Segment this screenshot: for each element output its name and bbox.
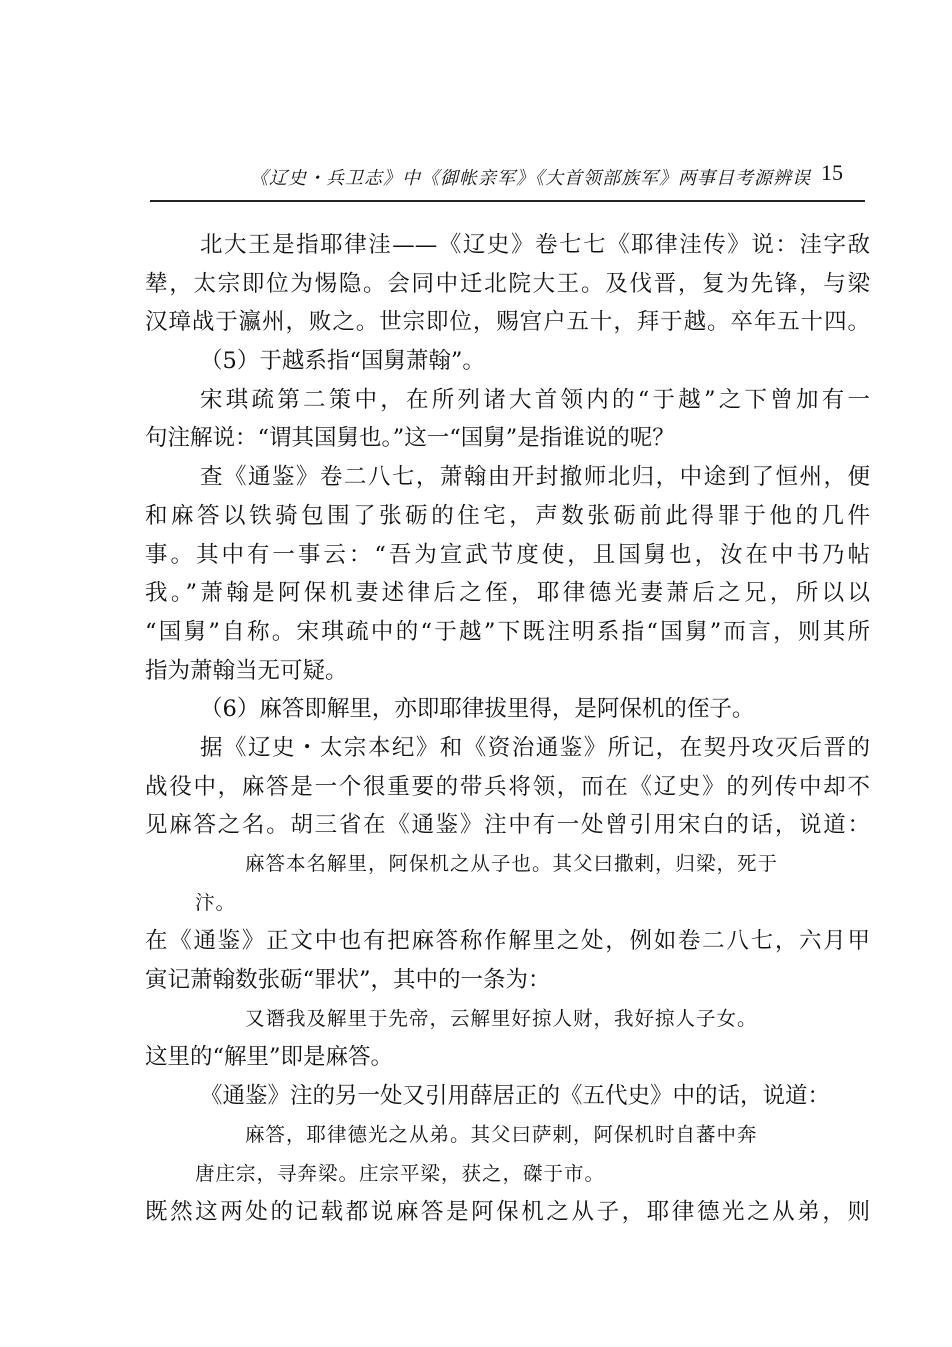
text-line: 查《通鉴》卷二八七，萧翰由开封撤师北归，中途到了恒州，便 bbox=[200, 464, 870, 491]
text-line: 据《辽史・太宗本纪》和《资治通鉴》所记，在契丹攻灭后晋的 bbox=[200, 734, 870, 761]
quote-line: 又谮我及解里于先帝，云解里好掠人财，我好掠人子女。 bbox=[245, 1006, 758, 1030]
running-title: 《辽史・兵卫志》中《御帐亲军》《大首领部族军》两事目考源辨误 bbox=[250, 168, 811, 189]
text-line: 汉璋战于瀛州，败之。世宗即位，赐宫户五十，拜于越。卒年五十四。 bbox=[145, 309, 870, 336]
body-text bbox=[145, 226, 870, 1232]
text-line: （5）于越系指“国舅萧翰”。 bbox=[200, 348, 485, 375]
quote-line: 唐庄宗，寻奔梁。庄宗平梁，获之，磔于市。 bbox=[195, 1161, 606, 1185]
text-line: 这里的“解里”即是麻答。 bbox=[145, 1044, 394, 1071]
text-line: 指为萧翰当无可疑。 bbox=[145, 657, 348, 684]
text-line: 战役中，麻答是一个很重要的带兵将领，而在《辽史》的列传中却不 bbox=[145, 773, 870, 800]
text-line: 《通鉴》注的另一处又引用薛居正的《五代史》中的话，说道： bbox=[200, 1083, 831, 1110]
text-line: “国舅”自称。宋琪疏中的“于越”下既注明系指“国舅”而言，则其所 bbox=[145, 618, 870, 645]
text-line: （6）麻答即解里，亦即耶律拔里得，是阿保机的侄子。 bbox=[200, 696, 755, 723]
quote-line: 麻答本名解里，阿保机之从子也。其父曰撒剌，归梁，死于 bbox=[245, 852, 779, 875]
text-line: 句注解说：“谓其国舅也。”这一“国舅”是指谁说的呢？ bbox=[145, 425, 675, 452]
text-line: 寅记萧翰数张砺“罪状”，其中的一条为： bbox=[145, 967, 551, 994]
page-number: 15 bbox=[821, 160, 843, 185]
text-line: 见麻答之名。胡三省在《通鉴》注中有一处曾引用宋白的话，说道： bbox=[145, 812, 870, 839]
text-line: 我。”萧翰是阿保机妻述律后之侄，耶律德光妻萧后之兄，所以以 bbox=[145, 580, 870, 607]
text-line: 在《通鉴》正文中也有把麻答称作解里之处，例如卷二八七，六月甲 bbox=[145, 928, 870, 955]
quote-line: 麻答，耶律德光之从弟。其父曰萨剌，阿保机时自蕃中奔 bbox=[245, 1122, 758, 1146]
running-header bbox=[150, 160, 865, 202]
text-line: 和麻答以铁骑包围了张砺的住宅，声数张砺前此得罪于他的几件 bbox=[145, 502, 870, 529]
quote-line: 汴。 bbox=[195, 890, 237, 914]
text-line: 既然这两处的记载都说麻答是阿保机之从子，耶律德光之从弟，则 bbox=[145, 1199, 870, 1226]
text-line: 北大王是指耶律洼——《辽史》卷七七《耶律洼传》说：洼字敌 bbox=[200, 232, 870, 258]
text-line: 事。其中有一事云：“吾为宣武节度使，且国舅也，汝在中书乃帖 bbox=[145, 541, 870, 568]
text-line: 宋琪疏第二策中，在所列诸大首领内的“于越”之下曾加有一 bbox=[200, 386, 870, 413]
text-line: 辇，太宗即位为惕隐。会同中迁北院大王。及伐晋，复为先锋，与梁 bbox=[145, 270, 870, 297]
